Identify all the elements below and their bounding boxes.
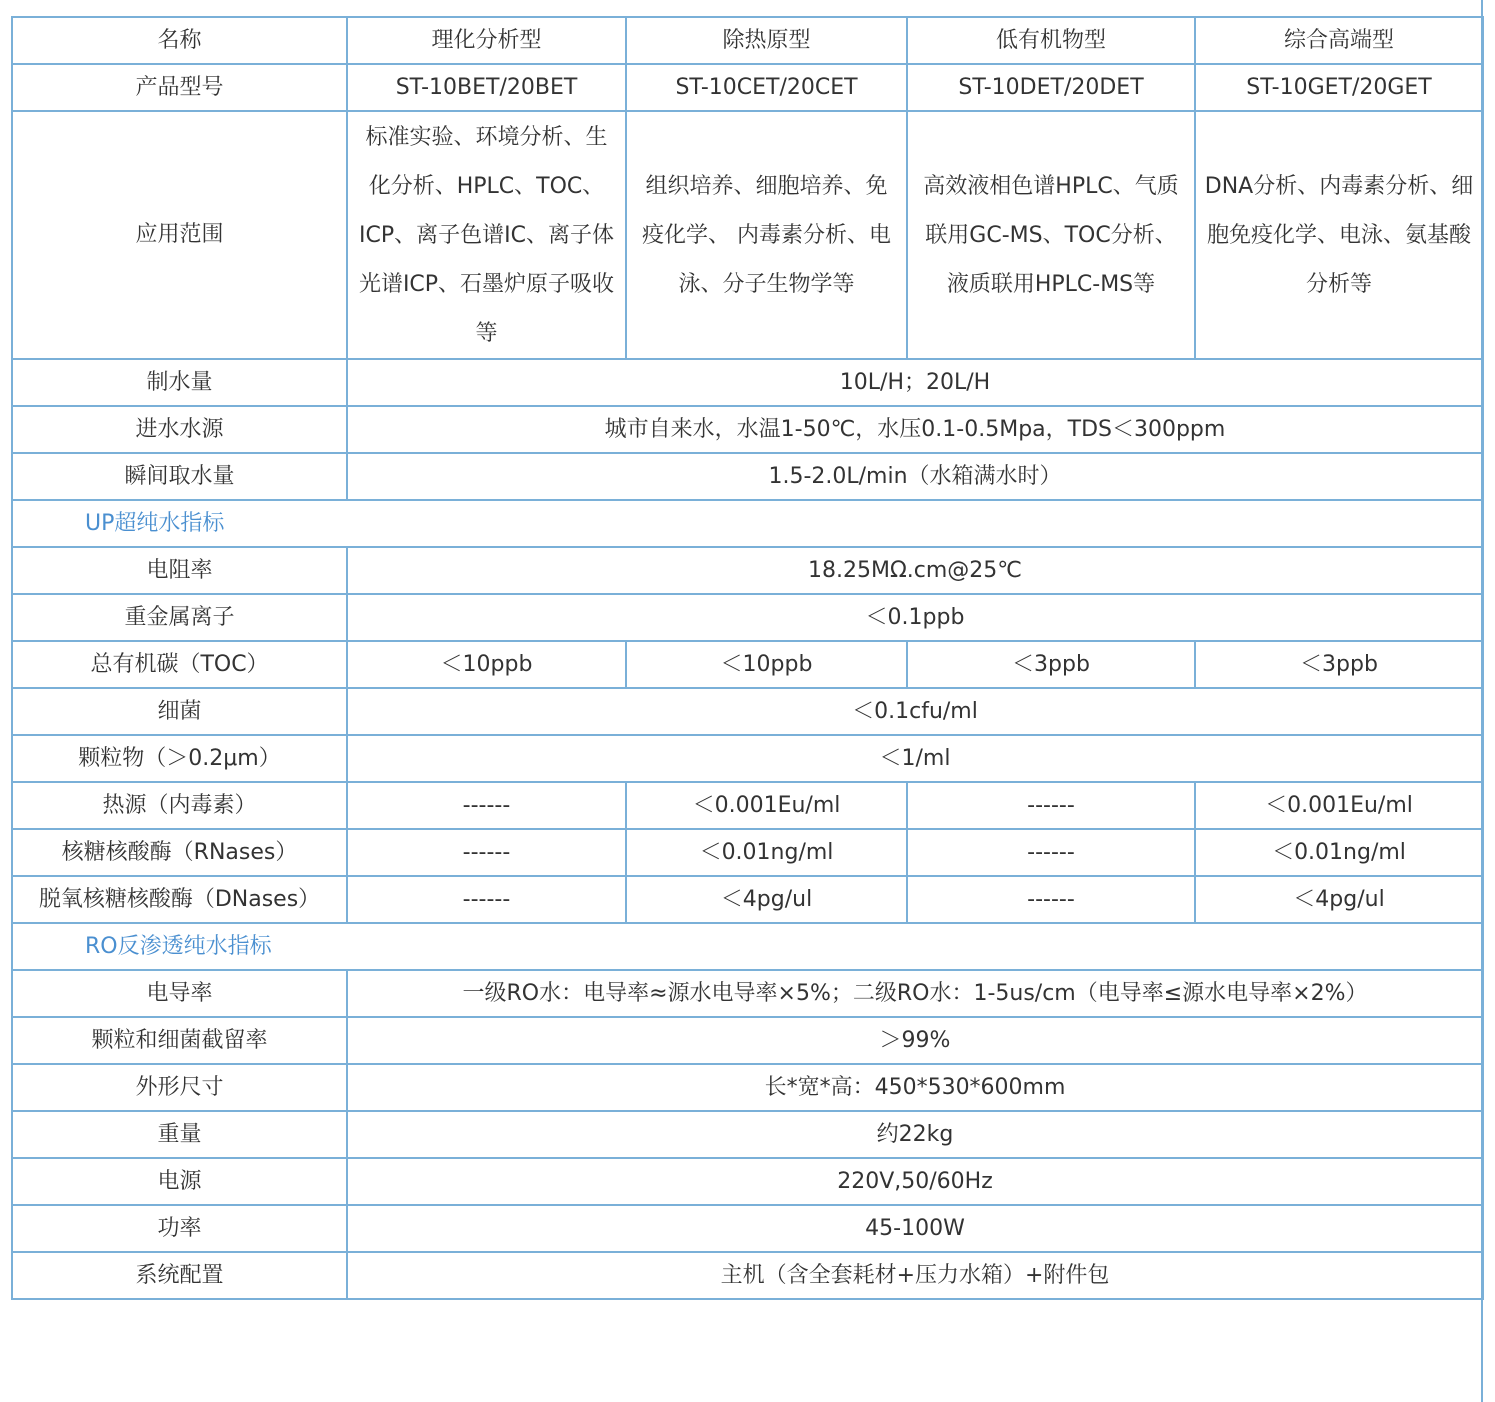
application-3: 高效液相色谱HPLC、气质联用GC-MS、TOC分析、液质联用HPLC-MS等 [907,111,1195,359]
pyrogen-value-1: ------ [347,782,626,829]
resistivity-value: 18.25MΩ.cm@25℃ [347,547,1483,594]
config-value: 主机（含全套耗材+压力水箱）+附件包 [347,1252,1483,1299]
ro-section-row [12,923,1483,970]
model-number-1: ST-10BET/20BET [347,64,626,111]
source-row [12,406,1483,453]
weight-value: 约22kg [347,1111,1483,1158]
pyrogen-value-2: ＜0.001Eu/ml [626,782,907,829]
row-label: 颗粒物（＞0.2μm） [12,735,347,782]
row-label: 产品型号 [12,64,347,111]
row-label: 电导率 [12,970,347,1017]
config-row [12,1252,1483,1299]
toc-value-1: ＜10ppb [347,641,626,688]
rnases-value-1: ------ [347,829,626,876]
up-section-title: UP超纯水指标 [12,500,1483,547]
conductivity-row [12,970,1483,1017]
retention-row [12,1017,1483,1064]
resistivity-row [12,547,1483,594]
conductivity-value: 一级RO水：电导率≈源水电导率×5%；二级RO水：1-5us/cm（电导率≤源水电导率×2%） [347,970,1483,1017]
pyrogen-value-4: ＜0.001Eu/ml [1195,782,1483,829]
power-supply-row [12,1158,1483,1205]
model-header-3: 低有机物型 [907,17,1195,64]
weight-row [12,1111,1483,1158]
toc-value-2: ＜10ppb [626,641,907,688]
name-header: 名称 [12,17,347,64]
header-row [12,17,1483,64]
row-label: 重量 [12,1111,347,1158]
power-value: 45-100W [347,1205,1483,1252]
model-number-3: ST-10DET/20DET [907,64,1195,111]
model-header-1: 理化分析型 [347,17,626,64]
instant-row [12,453,1483,500]
row-label: 功率 [12,1205,347,1252]
source-value: 城市自来水，水温1-50℃，水压0.1-0.5Mpa，TDS＜300ppm [347,406,1483,453]
rnases-value-3: ------ [907,829,1195,876]
toc-row [12,641,1483,688]
dnases-value-2: ＜4pg/ul [626,876,907,923]
application-row [12,111,1483,359]
row-label: 重金属离子 [12,594,347,641]
row-label: 脱氧核糖核酸酶（DNases） [12,876,347,923]
row-label: 进水水源 [12,406,347,453]
dimensions-row [12,1064,1483,1111]
rnases-value-2: ＜0.01ng/ml [626,829,907,876]
row-label: 细菌 [12,688,347,735]
row-label: 核糖核酸酶（RNases） [12,829,347,876]
toc-value-4: ＜3ppb [1195,641,1483,688]
dnases-value-1: ------ [347,876,626,923]
flow-row [12,359,1483,406]
rnases-value-4: ＜0.01ng/ml [1195,829,1483,876]
heavy-metal-value: ＜0.1ppb [347,594,1483,641]
row-label: 电源 [12,1158,347,1205]
row-label: 颗粒和细菌截留率 [12,1017,347,1064]
row-label: 制水量 [12,359,347,406]
application-2: 组织培养、细胞培养、免疫化学、 内毒素分析、电泳、分子生物学等 [626,111,907,359]
particles-value: ＜1/ml [347,735,1483,782]
heavy-metal-row [12,594,1483,641]
application-4: DNA分析、内毒素分析、细胞免疫化学、电泳、氨基酸分析等 [1195,111,1483,359]
row-label: 瞬间取水量 [12,453,347,500]
rnases-row [12,829,1483,876]
spec-table [11,16,1484,1300]
row-label: 总有机碳（TOC） [12,641,347,688]
application-1: 标准实验、环境分析、生化分析、HPLC、TOC、ICP、离子色谱IC、离子体光谱ICP、石墨炉原子吸收等 [347,111,626,359]
ro-section-title: RO反渗透纯水指标 [12,923,1483,970]
model-number-2: ST-10CET/20CET [626,64,907,111]
up-section-row [12,500,1483,547]
pyrogen-value-3: ------ [907,782,1195,829]
dnases-value-4: ＜4pg/ul [1195,876,1483,923]
row-label: 外形尺寸 [12,1064,347,1111]
bacteria-value: ＜0.1cfu/ml [347,688,1483,735]
dnases-row [12,876,1483,923]
pyrogen-row [12,782,1483,829]
power-row [12,1205,1483,1252]
row-label: 应用范围 [12,111,347,359]
row-label: 系统配置 [12,1252,347,1299]
model-number-4: ST-10GET/20GET [1195,64,1483,111]
dnases-value-3: ------ [907,876,1195,923]
model-header-2: 除热原型 [626,17,907,64]
flow-value: 10L/H；20L/H [347,359,1483,406]
retention-value: ＞99% [347,1017,1483,1064]
instant-value: 1.5-2.0L/min（水箱满水时） [347,453,1483,500]
power-supply-value: 220V,50/60Hz [347,1158,1483,1205]
model-number-row [12,64,1483,111]
bacteria-row [12,688,1483,735]
particles-row [12,735,1483,782]
dimensions-value: 长*宽*高：450*530*600mm [347,1064,1483,1111]
row-label: 电阻率 [12,547,347,594]
toc-value-3: ＜3ppb [907,641,1195,688]
row-label: 热源（内毒素） [12,782,347,829]
model-header-4: 综合高端型 [1195,17,1483,64]
